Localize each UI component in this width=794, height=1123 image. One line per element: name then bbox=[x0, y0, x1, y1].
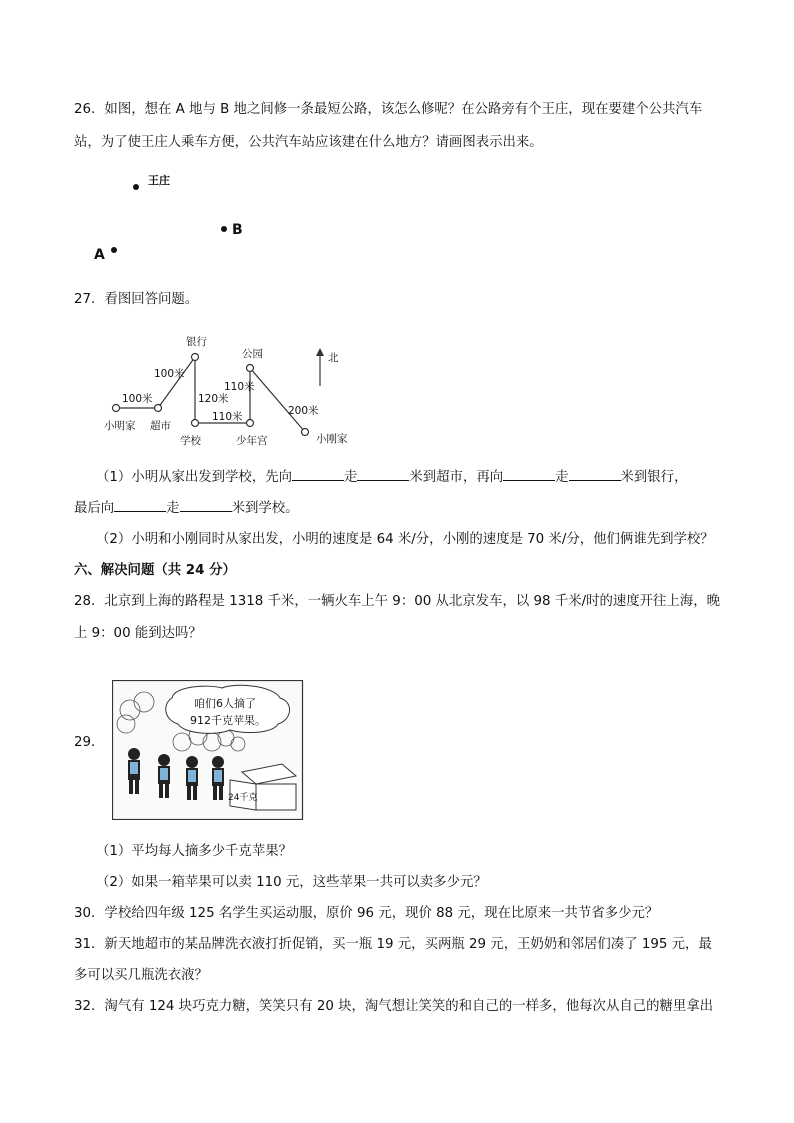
q28-line2: 上 9：00 能到达吗？ bbox=[74, 626, 202, 641]
b-label: B bbox=[232, 222, 243, 238]
answer-blank[interactable] bbox=[357, 468, 409, 481]
dist-park-gang: 200米 bbox=[288, 405, 319, 417]
youth-palace-label: 少年宫 bbox=[236, 435, 268, 447]
box-label: 24千克 bbox=[228, 793, 258, 803]
dist-school-palace: 110米 bbox=[212, 411, 243, 423]
a-dot bbox=[111, 247, 117, 253]
q27-p1-d: 走 bbox=[555, 470, 569, 485]
q26-line2: 站，为了使王庄人乘车方便，公共汽车站应该建在什么地方？请画图表示出来。 bbox=[74, 135, 543, 150]
wangzhuang-dot bbox=[133, 184, 139, 190]
q29-illustration bbox=[112, 680, 304, 820]
bubble-line2: 912千克苹果。 bbox=[190, 714, 266, 727]
q32: 32．淘气有 124 块巧克力糖，笑笑只有 20 块，淘气想让笑笑的和自己的一样多，他每次从自己的糖里拿出 bbox=[74, 999, 714, 1014]
youth-palace-node bbox=[247, 420, 254, 427]
q31-line2: 多可以买几瓶洗衣液？ bbox=[74, 968, 208, 983]
school-node bbox=[192, 420, 199, 427]
north-arrow-icon bbox=[316, 348, 324, 356]
dist-home-market: 100米 bbox=[122, 393, 153, 405]
xiaoming-home-label: 小明家 bbox=[104, 420, 136, 432]
q27-p1-line1 bbox=[96, 468, 687, 488]
q27-p1-e: 米到银行， bbox=[620, 470, 688, 485]
q30: 30．学校给四年级 125 名学生买运动服，原价 96 元，现价 88 元，现在比原来一共节省多少元？ bbox=[74, 906, 659, 921]
q27-p2: （2）小明和小刚同时从家出发，小明的速度是 64 米/分，小刚的速度是 70 米/分，他们俩谁先到学校？ bbox=[96, 532, 714, 547]
dist-palace-park: 110米 bbox=[224, 381, 255, 393]
north-label: 北 bbox=[328, 352, 339, 364]
q27-title: 27．看图回答问题。 bbox=[74, 292, 199, 307]
bank-node bbox=[192, 354, 199, 361]
xiaogang-home-node bbox=[302, 429, 309, 436]
answer-blank[interactable] bbox=[292, 468, 344, 481]
q27-p1-line2 bbox=[74, 499, 299, 519]
bank-label: 银行 bbox=[186, 336, 207, 348]
wangzhuang-label: 王庄 bbox=[148, 174, 170, 187]
answer-blank[interactable] bbox=[569, 468, 621, 481]
q27-p1-c: 米到超市，再向 bbox=[409, 470, 504, 485]
answer-blank[interactable] bbox=[503, 468, 555, 481]
q26-line1: 26．如图，想在 A 地与 B 地之间修一条最短公路，该怎么修呢？在公路旁有个王庄，现在要建个公共汽车 bbox=[74, 102, 703, 117]
park-node bbox=[247, 365, 254, 372]
dist-bank-school: 120米 bbox=[198, 393, 229, 405]
dist-market-bank: 100米 bbox=[154, 368, 185, 380]
q29-p2: （2）如果一箱苹果可以卖 110 元，这些苹果一共可以卖多少元？ bbox=[96, 875, 487, 890]
xiaogang-home-label: 小刚家 bbox=[316, 433, 348, 445]
xiaoming-home-node bbox=[113, 405, 120, 412]
q31-line1: 31．新天地超市的某品牌洗衣液打折促销，买一瓶 19 元，买两瓶 29 元，王奶奶和邻居们凑了 195 元，最 bbox=[74, 937, 712, 952]
q27-p1-g: 走 bbox=[166, 501, 180, 516]
school-label: 学校 bbox=[180, 435, 201, 447]
answer-blank[interactable] bbox=[114, 499, 166, 512]
bubble-line1: 咱们6人摘了 bbox=[194, 697, 256, 710]
q27-p1-a: （1）小明从家出发到学校，先向 bbox=[96, 470, 292, 485]
supermarket-label: 超市 bbox=[150, 420, 171, 432]
q29-p1: （1）平均每人摘多少千克苹果？ bbox=[96, 844, 292, 859]
q27-p1-f: 最后向 bbox=[74, 501, 115, 516]
park-label: 公园 bbox=[242, 348, 263, 360]
q27-p1-b: 走 bbox=[344, 470, 358, 485]
a-label: A bbox=[94, 247, 105, 263]
q27-map bbox=[100, 328, 370, 453]
q26-figure bbox=[90, 170, 270, 265]
section-heading: 六、解决问题（共 24 分） bbox=[74, 563, 236, 578]
b-dot bbox=[221, 226, 227, 232]
answer-blank[interactable] bbox=[180, 499, 232, 512]
q29-number: 29． bbox=[74, 735, 105, 750]
q28-line1: 28．北京到上海的路程是 1318 千米，一辆火车上午 9：00 从北京发车，以 98 千米/时的速度开往上海，晚 bbox=[74, 594, 720, 609]
q27-p1-h: 米到学校。 bbox=[231, 501, 299, 516]
supermarket-node bbox=[155, 405, 162, 412]
